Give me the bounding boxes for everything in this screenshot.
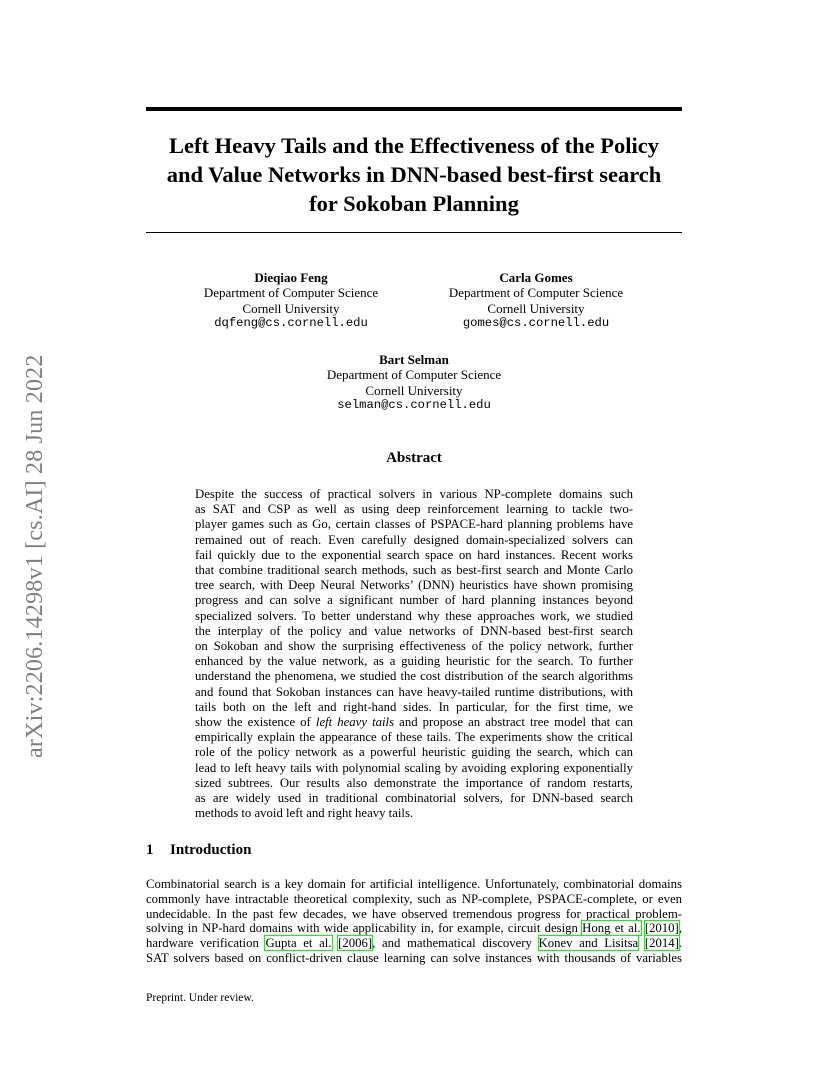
abstract-line: as are widely used in traditional combinatorial solvers, for DNN-based search: [195, 791, 633, 806]
abstract-line: role of the policy network as a powerful heuristic guiding the search, which can: [195, 745, 633, 760]
paper-title: [146, 131, 682, 218]
intro-line: SAT solvers based on conflict-driven clause learning can solve instances with thousands of variables: [146, 950, 682, 965]
intro-text: hardware verification: [146, 936, 259, 951]
abstract-line: empirically explain the appearance of these tails. The experiments show the critical: [195, 730, 633, 745]
author-name: Bart Selman: [379, 352, 449, 367]
abstract-line: player games such as Go, certain classes of PSPACE-hard planning problems have: [195, 517, 633, 532]
abstract-line: that combine traditional search methods, such as best-first search and Monte Carlo: [195, 563, 633, 578]
intro-text: solving in NP-hard domains with wide applicability in, for example, circuit design: [146, 921, 578, 936]
abstract-body: [195, 487, 633, 821]
abstract-heading: Abstract: [386, 450, 442, 466]
author-univ: Cornell University: [242, 300, 340, 316]
abstract-line: understand the phenomena, we studied the cost distribution of the search algorithms: [195, 669, 633, 684]
abstract-line: Despite the success of practical solvers in various NP-complete domains such: [195, 487, 633, 501]
author-email: selman@cs.cornell.edu: [337, 397, 491, 412]
author-univ: Cornell University: [365, 382, 463, 398]
citation-year-link[interactable]: [2006]: [338, 936, 373, 951]
title-line: Left Heavy Tails and the Effectiveness of the Policy: [169, 133, 659, 158]
abstract-line: remained out of reach. Even carefully designed domain-specialized solvers can: [195, 532, 633, 547]
intro-line-citation: solving in NP-hard domains with wide applicability in, for example, circuit design Hong et al. [2010],: [146, 921, 682, 936]
title-top-rule: [146, 107, 682, 111]
intro-line: Combinatorial search is a key domain for artificial intelligence. Unfortunately, combinatorial domains: [146, 877, 682, 891]
citation-link[interactable]: Hong et al.: [582, 921, 641, 936]
intro-paragraph: [146, 877, 682, 966]
abstract-line-emph: [195, 715, 633, 730]
author-block: [406, 270, 666, 331]
author-dept: Department of Computer Science: [448, 285, 624, 301]
author-univ: Cornell University: [487, 300, 585, 316]
title-bottom-rule: [146, 232, 682, 233]
author-email: gomes@cs.cornell.edu: [462, 315, 610, 330]
citation-link[interactable]: Konev and Lisitsa: [538, 936, 639, 951]
citation-year-link[interactable]: [2014]: [644, 936, 679, 951]
author-name: Dieqiao Feng: [254, 270, 328, 285]
citation-year-link[interactable]: [2010]: [644, 921, 679, 936]
author-dept: Department of Computer Science: [326, 367, 502, 383]
section-title: Introduction: [170, 842, 252, 858]
abstract-line: sized subtrees. Our results also demonstrate the importance of random restarts,: [195, 775, 633, 790]
abstract-line: as SAT and CSP as well as using deep reinforcement learning to tackle two-: [195, 502, 633, 517]
intro-line-citation: hardware verification Gupta et al. [2006], and mathematical discovery Konev and Lisitsa [2014].: [146, 936, 683, 951]
section-number: 1: [146, 842, 154, 858]
author-block: [284, 352, 544, 413]
title-line: for Sokoban Planning: [309, 191, 519, 216]
author-block: [161, 270, 421, 331]
abstract-fragment: show the existence of: [195, 715, 311, 730]
abstract-line: tree search, with Deep Neural Networks’ (DNN) heuristics have shown promising: [195, 578, 633, 593]
abstract-line: lead to left heavy tails with polynomial scaling by avoiding exploring exponentially: [195, 760, 633, 775]
abstract-line: and found that Sokoban instances can have heavy-tailed runtime distributions, with: [195, 684, 633, 699]
abstract-line: enhanced by the value network, as a guiding heuristic for the search. To further: [195, 654, 633, 669]
author-name: Carla Gomes: [499, 270, 573, 285]
abstract-fragment: and propose an abstract tree model that can: [399, 715, 633, 730]
title-line: and Value Networks in DNN-based best-first search: [166, 162, 662, 187]
abstract-line: progress and can solve a significant number of hard planning instances beyond: [195, 593, 633, 608]
abstract-line: on Sokoban and show the surprising effectiveness of the policy network, further: [195, 639, 633, 654]
abstract-emphasis: left heavy tails: [315, 715, 395, 730]
intro-line: commonly have intractable theoretical complexity, such as NP-complete, PSPACE-complete, or even: [146, 891, 682, 906]
abstract-line: specialized solvers. To better understand why these approaches work, we studied: [195, 608, 633, 623]
abstract-line: fail quickly due to the exponential search space on hard instances. Recent works: [195, 547, 633, 562]
section-heading: [146, 842, 251, 859]
intro-line: undecidable. In the past few decades, we have observed tremendous progress for practical problem-: [146, 906, 682, 921]
abstract-line: the interplay of the policy and value networks of DNN-based best-first search: [195, 623, 633, 638]
author-email: dqfeng@cs.cornell.edu: [214, 315, 368, 330]
intro-text: , and mathematical discovery: [372, 936, 532, 951]
arxiv-stamp: arXiv:2206.14298v1 [cs.AI] 28 Jun 2022: [22, 354, 48, 758]
abstract-line: methods to avoid left and right heavy tails.: [195, 806, 414, 821]
author-dept: Department of Computer Science: [203, 285, 379, 301]
footer-note: Preprint. Under review.: [146, 992, 254, 1004]
abstract-line: tails both on the left and right-hand sides. In particular, for the first time, we: [195, 699, 633, 714]
citation-link[interactable]: Gupta et al.: [265, 936, 332, 951]
